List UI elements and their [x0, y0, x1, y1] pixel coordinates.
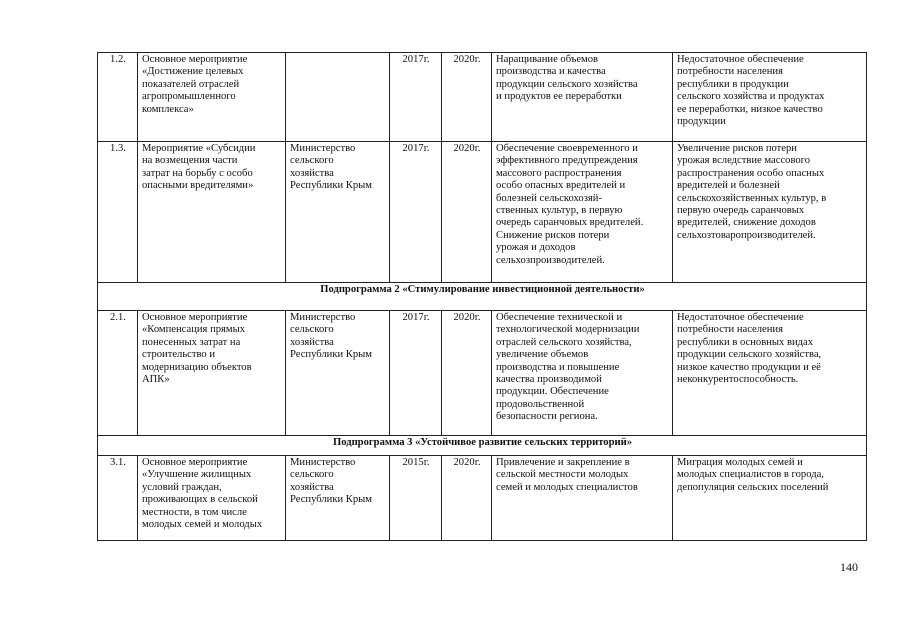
result-cell: Обеспечение технической и технологической модернизации отраслей сельского хозяйства, увеличение объемов производства и повышение качества производимой продукции. Обеспечение продовольственной безопасности региона. — [492, 311, 673, 436]
executor-cell: Министерство сельского хозяйства Республики Крым — [286, 311, 390, 436]
table-row — [98, 311, 867, 436]
end-year: 2020г. — [442, 456, 492, 541]
start-year: 2017г. — [390, 53, 442, 142]
row-number: 2.1. — [98, 311, 138, 436]
activity-cell: Основное мероприятие «Достижение целевых показателей отраслей агропромышленного комплекса» — [138, 53, 286, 142]
activity-cell: Основное мероприятие «Улучшение жилищных условий граждан, проживающих в сельской местности, в том числе молодых семей и молодых — [138, 456, 286, 541]
result-cell: Привлечение и закрепление в сельской местности молодых семей и молодых специалистов — [492, 456, 673, 541]
subprogram-row — [98, 436, 867, 456]
activity-cell: Мероприятие «Субсидии на возмещения части затрат на борьбу с особо опасными вредителями» — [138, 142, 286, 283]
row-number: 3.1. — [98, 456, 138, 541]
table-row — [98, 142, 867, 283]
start-year: 2017г. — [390, 311, 442, 436]
consequence-cell: Миграция молодых семей и молодых специалистов в города, депопуляция сельских поселений — [673, 456, 867, 541]
executor-cell — [286, 53, 390, 142]
start-year: 2015г. — [390, 456, 442, 541]
executor-cell: Министерство сельского хозяйства Республики Крым — [286, 456, 390, 541]
subprogram-2-title: Подпрограмма 2 «Стимулирование инвестиционной деятельности» — [98, 283, 867, 311]
row-number: 1.3. — [98, 142, 138, 283]
consequence-cell: Недостаточное обеспечение потребности населения республики в продукции сельского хозяйства и продуктах ее переработки, низкое качество продукции — [673, 53, 867, 142]
result-cell: Обеспечение своевременного и эффективного предупреждения массового распространения особо опасных вредителей и болезней сельскохозяй- ственных культур, в первую очередь саранчовых вредителей. Снижение рисков потери урожая и доходов сельхозпроизводителей. — [492, 142, 673, 283]
table-row — [98, 53, 867, 142]
result-cell: Наращивание объемов производства и качества продукции сельского хозяйства и продуктов ее переработки — [492, 53, 673, 142]
consequence-cell: Недостаточное обеспечение потребности населения республики в основных видах продукции сельского хозяйства, низкое качество продукции и её неконкурентоспособность. — [673, 311, 867, 436]
measures-table — [97, 52, 867, 541]
consequence-cell: Увеличение рисков потери урожая вследствие массового распространения особо опасных вредителей и болезней сельскохозяйственных культур, в первую очередь саранчовых вредителей, снижение доходов сельхозтоваропроизводителей. — [673, 142, 867, 283]
executor-cell: Министерство сельского хозяйства Республики Крым — [286, 142, 390, 283]
page-number: 140 — [840, 560, 858, 574]
start-year: 2017г. — [390, 142, 442, 283]
table-row — [98, 456, 867, 541]
row-number: 1.2. — [98, 53, 138, 142]
subprogram-row — [98, 283, 867, 311]
subprogram-3-title: Подпрограмма 3 «Устойчивое развитие сельских территорий» — [98, 436, 867, 456]
activity-cell: Основное мероприятие «Компенсация прямых понесенных затрат на строительство и модернизацию объектов АПК» — [138, 311, 286, 436]
end-year: 2020г. — [442, 142, 492, 283]
end-year: 2020г. — [442, 311, 492, 436]
end-year: 2020г. — [442, 53, 492, 142]
